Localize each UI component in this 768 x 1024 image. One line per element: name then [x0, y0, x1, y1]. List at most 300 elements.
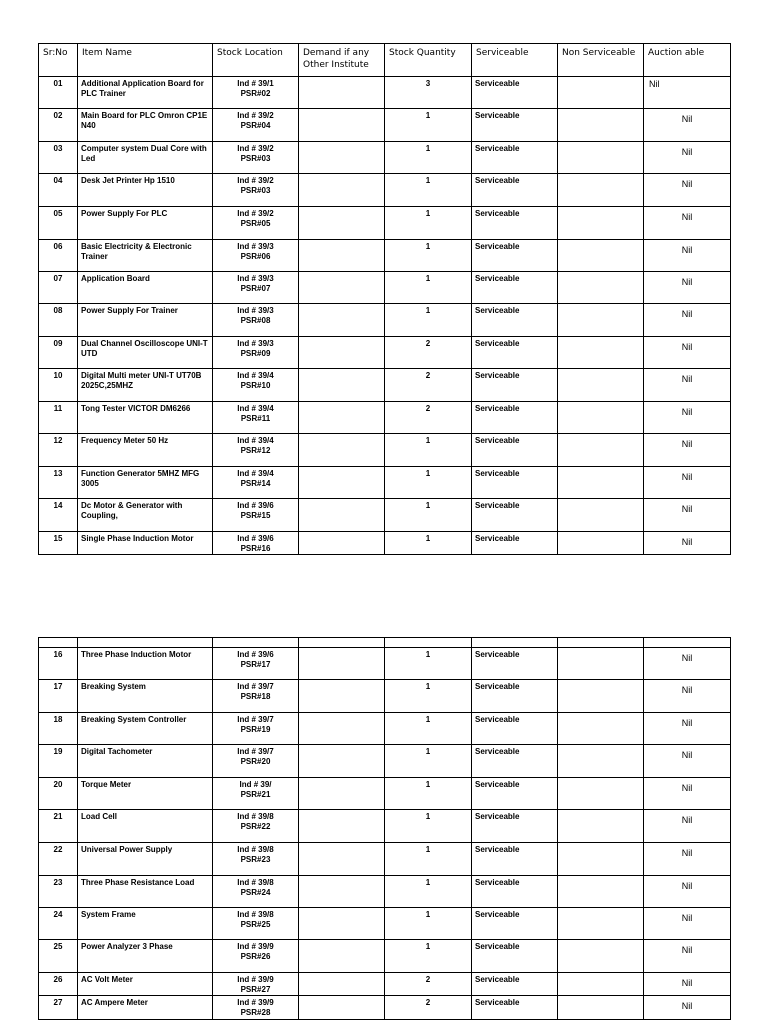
stock-quantity-cell: [385, 648, 472, 680]
non-serviceable-cell: [558, 876, 644, 908]
stock-quantity-cell-text: 1: [425, 682, 431, 691]
item-name-cell: [78, 996, 213, 1020]
stock-quantity-cell-text: 1: [425, 144, 431, 153]
item-name-cell: [78, 532, 213, 555]
serviceable-cell: [472, 272, 558, 304]
serviceable-cell-text: Serviceable: [475, 176, 520, 185]
non-serviceable-cell: [558, 240, 644, 272]
auction-able-cell-text: Nil: [681, 374, 693, 384]
stock-quantity-cell: [385, 240, 472, 272]
auction-able-cell-text: Nil: [681, 881, 693, 891]
auction-able-cell: [644, 648, 731, 680]
serviceable-cell: [472, 713, 558, 745]
demand-cell: [299, 778, 385, 810]
item-name-cell-text: Power Supply For Trainer: [81, 306, 178, 315]
item-name-cell-text: Power Supply For PLC: [81, 209, 168, 218]
serviceable-cell-text: Serviceable: [475, 339, 520, 348]
sr-no-cell-text: 02: [53, 111, 63, 120]
table-row: [39, 996, 731, 1020]
non-serviceable-cell: [558, 908, 644, 940]
stock-quantity-cell: [385, 499, 472, 532]
demand-cell: [299, 240, 385, 272]
item-name-cell-text: Main Board for PLC Omron CP1E N40: [81, 111, 208, 130]
auction-able-cell-text: Nil: [681, 718, 693, 728]
inventory-table-2: [38, 637, 731, 1020]
stock-location-cell-text: PSR#26: [240, 952, 271, 961]
stock-quantity-cell: [385, 434, 472, 467]
auction-able-cell: [644, 174, 731, 207]
stock-location-cell-text: Ind # 39/8: [237, 910, 274, 919]
stock-quantity-cell: [385, 174, 472, 207]
auction-able-cell: [644, 240, 731, 272]
sr-no-cell: [39, 908, 78, 940]
stock-location-cell-text: PSR#27: [240, 985, 271, 994]
stock-location-cell-text: Ind # 39/3: [237, 306, 274, 315]
serviceable-cell: [472, 109, 558, 142]
stock-location-cell-text: PSR#21: [240, 790, 271, 799]
item-name-cell-text: Digital Multi meter UNI-T UT70B 2025C,25MHZ: [81, 371, 202, 390]
stock-location-cell-text: Ind # 39/8: [237, 845, 274, 854]
sr-no-cell-text: 15: [53, 534, 63, 543]
non-serviceable-cell: [558, 337, 644, 369]
auction-able-cell-text: Nil: [681, 114, 693, 124]
stock-quantity-cell: [385, 272, 472, 304]
stock-location-cell-text: Ind # 39/2: [237, 209, 274, 218]
stock-quantity-cell-text: 1: [425, 878, 431, 887]
stock-location-cell-text: PSR#25: [240, 920, 271, 929]
item-name-cell-text: Function Generator 5MHZ MFG 3005: [81, 469, 200, 488]
stock-location-cell-text: Ind # 39/7: [237, 682, 274, 691]
stock-location-cell-text: PSR#14: [240, 479, 271, 488]
stock-location-cell-text: Ind # 39/9: [237, 975, 274, 984]
serviceable-cell-text: Serviceable: [475, 812, 520, 821]
item-name-cell: [78, 240, 213, 272]
stock-location-cell: [213, 142, 299, 174]
auction-able-cell: [644, 109, 731, 142]
stock-location-cell: [213, 745, 299, 778]
serviceable-cell: [472, 648, 558, 680]
serviceable-cell-text: Serviceable: [475, 501, 520, 510]
table-row: [39, 973, 731, 996]
auction-able-cell: [644, 843, 731, 876]
item-name-cell: [78, 337, 213, 369]
sr-no-cell-text: 18: [53, 715, 63, 724]
stock-quantity-cell: [385, 940, 472, 973]
stock-location-cell: [213, 77, 299, 109]
table-row: [39, 174, 731, 207]
serviceable-cell: [472, 940, 558, 973]
item-name-cell: [78, 77, 213, 109]
auction-able-cell-text: Nil: [681, 277, 693, 287]
item-name-cell-text: Additional Application Board for PLC Trainer: [81, 79, 204, 98]
sr-no-cell: [39, 876, 78, 908]
item-name-cell-text: Dual Channel Oscilloscope UNI-T UTD: [81, 339, 208, 358]
table-row: [39, 272, 731, 304]
demand-cell: [299, 713, 385, 745]
serviceable-cell-text: Serviceable: [475, 715, 520, 724]
auction-able-cell: [644, 207, 731, 240]
item-name-cell-text: System Frame: [81, 910, 136, 919]
auction-able-cell: [644, 337, 731, 369]
stock-quantity-cell: [385, 778, 472, 810]
auction-able-cell: [644, 467, 731, 499]
item-name-cell: [78, 713, 213, 745]
auction-able-cell-text: Nil: [681, 653, 693, 663]
item-name-cell: [78, 207, 213, 240]
table-row: [39, 467, 731, 499]
demand-cell: [299, 272, 385, 304]
stock-quantity-cell: [385, 142, 472, 174]
non-serviceable-cell: [558, 810, 644, 843]
item-name-cell-text: Dc Motor & Generator with Coupling,: [81, 501, 183, 520]
auction-able-cell: [644, 402, 731, 434]
stock-location-cell-text: Ind # 39/9: [237, 998, 274, 1007]
serviceable-cell: [472, 810, 558, 843]
sr-no-cell-text: 23: [53, 878, 63, 887]
auction-able-cell-text: Nil: [681, 945, 693, 955]
item-name-cell-text: Breaking System Controller: [81, 715, 187, 724]
stock-quantity-cell: [385, 680, 472, 713]
serviceable-cell-text: Serviceable: [475, 371, 520, 380]
stock-location-cell: [213, 434, 299, 467]
stock-quantity-cell-text: 1: [425, 501, 431, 510]
item-name-cell: [78, 402, 213, 434]
demand-cell: [299, 77, 385, 109]
header-auction-able: Auction able: [644, 44, 731, 77]
sr-no-cell: [39, 142, 78, 174]
serviceable-cell: [472, 843, 558, 876]
stock-location-cell-text: PSR#09: [240, 349, 271, 358]
item-name-cell-text: AC Volt Meter: [81, 975, 133, 984]
item-name-cell-text: Three Phase Resistance Load: [81, 878, 195, 887]
stock-location-cell-text: PSR#19: [240, 725, 271, 734]
demand-cell: [299, 369, 385, 402]
item-name-cell: [78, 434, 213, 467]
item-name-cell: [78, 174, 213, 207]
stock-location-cell: [213, 499, 299, 532]
item-name-cell: [78, 908, 213, 940]
sr-no-cell-text: 05: [53, 209, 63, 218]
stock-quantity-cell-text: 1: [425, 747, 431, 756]
table-row: [39, 680, 731, 713]
stock-quantity-cell-text: 1: [425, 111, 431, 120]
stock-location-cell: [213, 996, 299, 1020]
auction-able-cell: [644, 876, 731, 908]
stock-location-cell-text: Ind # 39/2: [237, 176, 274, 185]
serviceable-cell: [472, 402, 558, 434]
auction-able-cell: [644, 745, 731, 778]
non-serviceable-cell: [558, 940, 644, 973]
stock-location-cell-text: Ind # 39/1: [237, 79, 274, 88]
stock-location-cell: [213, 402, 299, 434]
demand-cell: [299, 304, 385, 337]
item-name-cell: [78, 467, 213, 499]
stock-location-cell: [213, 369, 299, 402]
auction-able-cell-text: Nil: [681, 309, 693, 319]
auction-able-cell: [644, 996, 731, 1020]
stock-quantity-cell: [385, 77, 472, 109]
stock-location-cell: [213, 713, 299, 745]
serviceable-cell: [472, 434, 558, 467]
stock-location-cell: [213, 648, 299, 680]
stock-quantity-cell: [385, 713, 472, 745]
serviceable-cell-text: Serviceable: [475, 650, 520, 659]
stock-quantity-cell: [385, 207, 472, 240]
table-header-row: [39, 44, 731, 77]
auction-able-cell: [644, 369, 731, 402]
table-row: [39, 940, 731, 973]
stock-location-cell-text: Ind # 39/4: [237, 371, 274, 380]
auction-able-cell-text: Nil: [681, 685, 693, 695]
demand-cell: [299, 499, 385, 532]
table-row: [39, 207, 731, 240]
table-row: [39, 532, 731, 555]
stock-quantity-cell: [385, 876, 472, 908]
auction-able-cell: [644, 304, 731, 337]
stock-location-cell: [213, 810, 299, 843]
sr-no-cell-text: 03: [53, 144, 63, 153]
sr-no-cell-text: 11: [53, 404, 63, 413]
stock-quantity-cell-text: 1: [425, 715, 431, 724]
demand-cell: [299, 908, 385, 940]
stock-quantity-cell-text: 1: [425, 650, 431, 659]
stock-location-cell-text: PSR#08: [240, 316, 271, 325]
stock-quantity-cell: [385, 369, 472, 402]
serviceable-cell-text: Serviceable: [475, 975, 520, 984]
item-name-cell-text: Three Phase Induction Motor: [81, 650, 192, 659]
table-row: [39, 778, 731, 810]
serviceable-cell-text: Serviceable: [475, 534, 520, 543]
item-name-cell-text: Single Phase Induction Motor: [81, 534, 194, 543]
item-name-cell-text: Digital Tachometer: [81, 747, 153, 756]
stock-location-cell-text: PSR#03: [240, 154, 271, 163]
table-row: [39, 499, 731, 532]
header-demand: Demand if any Other Institute: [299, 44, 385, 77]
sr-no-cell: [39, 434, 78, 467]
stock-location-cell-text: Ind # 39/8: [237, 812, 274, 821]
serviceable-cell: [472, 174, 558, 207]
stock-location-cell-text: Ind # 39/3: [237, 339, 274, 348]
stock-location-cell-text: Ind # 39/7: [237, 747, 274, 756]
stock-location-cell-text: Ind # 39/4: [237, 436, 274, 445]
sr-no-cell-text: 14: [53, 501, 63, 510]
sr-no-cell-text: 07: [53, 274, 63, 283]
demand-cell: [299, 434, 385, 467]
stock-quantity-cell: [385, 843, 472, 876]
serviceable-cell-text: Serviceable: [475, 469, 520, 478]
serviceable-cell: [472, 240, 558, 272]
stock-location-cell: [213, 272, 299, 304]
stock-quantity-cell-text: 2: [425, 404, 431, 413]
stock-quantity-cell-text: 3: [425, 79, 431, 88]
demand-cell: [299, 207, 385, 240]
table-row: [39, 304, 731, 337]
item-name-cell: [78, 272, 213, 304]
stock-quantity-cell-text: 1: [425, 306, 431, 315]
stock-location-cell-text: PSR#03: [240, 186, 271, 195]
non-serviceable-cell: [558, 467, 644, 499]
item-name-cell-text: AC Ampere Meter: [81, 998, 148, 1007]
table-row: [39, 434, 731, 467]
stock-location-cell-text: Ind # 39/3: [237, 274, 274, 283]
stock-quantity-cell-text: 1: [425, 242, 431, 251]
sr-no-cell: [39, 532, 78, 555]
auction-able-cell-text: Nil: [681, 848, 693, 858]
sr-no-cell: [39, 745, 78, 778]
item-name-cell: [78, 499, 213, 532]
non-serviceable-cell: [558, 648, 644, 680]
sr-no-cell: [39, 207, 78, 240]
stock-location-cell-text: PSR#23: [240, 855, 271, 864]
auction-able-cell-text: Nil: [681, 439, 693, 449]
auction-able-cell-text: Nil: [649, 79, 660, 89]
table-row: [39, 142, 731, 174]
item-name-cell: [78, 369, 213, 402]
item-name-cell: [78, 745, 213, 778]
auction-able-cell-text: Nil: [681, 212, 693, 222]
serviceable-cell-text: Serviceable: [475, 306, 520, 315]
table-2-body: [39, 638, 731, 1020]
auction-able-cell-text: Nil: [681, 179, 693, 189]
stock-location-cell-text: Ind # 39/8: [237, 878, 274, 887]
table-row: [39, 402, 731, 434]
serviceable-cell-text: Serviceable: [475, 242, 520, 251]
stock-location-cell-text: Ind # 39/2: [237, 144, 274, 153]
auction-able-cell: [644, 532, 731, 555]
auction-able-cell-text: Nil: [681, 245, 693, 255]
header-serviceable: Serviceable: [472, 44, 558, 77]
stock-quantity-cell-text: 1: [425, 274, 431, 283]
stock-location-cell-text: Ind # 39/: [239, 780, 272, 789]
stock-quantity-cell: [385, 745, 472, 778]
item-name-cell-text: Tong Tester VICTOR DM6266: [81, 404, 191, 413]
table-1-body: [39, 77, 731, 555]
non-serviceable-cell: [558, 499, 644, 532]
serviceable-cell-text: Serviceable: [475, 747, 520, 756]
non-serviceable-cell: [558, 77, 644, 109]
stock-location-cell-text: PSR#20: [240, 757, 271, 766]
non-serviceable-cell: [558, 369, 644, 402]
auction-able-cell-text: Nil: [681, 815, 693, 825]
auction-able-cell-text: Nil: [681, 783, 693, 793]
sr-no-cell: [39, 337, 78, 369]
serviceable-cell: [472, 996, 558, 1020]
stock-quantity-cell-text: 1: [425, 780, 431, 789]
stock-quantity-cell-text: 2: [425, 998, 431, 1007]
stock-location-cell-text: PSR#16: [240, 544, 271, 553]
non-serviceable-cell: [558, 680, 644, 713]
item-name-cell-text: Computer system Dual Core with Led: [81, 144, 207, 163]
sr-no-cell-text: 27: [53, 998, 63, 1007]
serviceable-cell-text: Serviceable: [475, 780, 520, 789]
stock-quantity-cell: [385, 973, 472, 996]
stock-location-cell-text: Ind # 39/9: [237, 942, 274, 951]
sr-no-cell-text: 25: [53, 942, 63, 951]
serviceable-cell-text: Serviceable: [475, 910, 520, 919]
sr-no-cell-text: 10: [53, 371, 63, 380]
demand-cell: [299, 680, 385, 713]
item-name-cell: [78, 304, 213, 337]
sr-no-cell: [39, 713, 78, 745]
sr-no-cell: [39, 174, 78, 207]
auction-able-cell: [644, 77, 731, 109]
stock-location-cell: [213, 680, 299, 713]
sr-no-cell-text: 20: [53, 780, 63, 789]
item-name-cell-text: Breaking System: [81, 682, 146, 691]
demand-cell: [299, 996, 385, 1020]
sr-no-cell: [39, 240, 78, 272]
stock-quantity-cell-text: 1: [425, 812, 431, 821]
sr-no-cell-text: 19: [53, 747, 63, 756]
header-item-name: Item Name: [78, 44, 213, 77]
stock-location-cell: [213, 778, 299, 810]
stock-location-cell-text: Ind # 39/3: [237, 242, 274, 251]
stock-quantity-cell-text: 1: [425, 942, 431, 951]
header-sr-no: Sr:No: [39, 44, 78, 77]
item-name-cell-text: Power Analyzer 3 Phase: [81, 942, 173, 951]
sr-no-cell-text: 12: [53, 436, 63, 445]
stock-location-cell: [213, 109, 299, 142]
sr-no-cell: [39, 996, 78, 1020]
sr-no-cell: [39, 940, 78, 973]
stock-quantity-cell-text: 1: [425, 910, 431, 919]
demand-cell: [299, 532, 385, 555]
stock-location-cell-text: PSR#24: [240, 888, 271, 897]
sr-no-cell: [39, 77, 78, 109]
stock-location-cell-text: PSR#05: [240, 219, 271, 228]
auction-able-cell-text: Nil: [681, 913, 693, 923]
stock-location-cell-text: PSR#07: [240, 284, 271, 293]
serviceable-cell-text: Serviceable: [475, 111, 520, 120]
stock-quantity-cell-text: 1: [425, 469, 431, 478]
serviceable-cell-text: Serviceable: [475, 998, 520, 1007]
non-serviceable-cell: [558, 207, 644, 240]
non-serviceable-cell: [558, 843, 644, 876]
sr-no-cell-text: 21: [53, 812, 63, 821]
stock-quantity-cell: [385, 908, 472, 940]
serviceable-cell: [472, 778, 558, 810]
demand-cell: [299, 109, 385, 142]
non-serviceable-cell: [558, 174, 644, 207]
stock-location-cell-text: PSR#10: [240, 381, 271, 390]
sr-no-cell: [39, 499, 78, 532]
item-name-cell: [78, 648, 213, 680]
non-serviceable-cell: [558, 778, 644, 810]
sr-no-cell: [39, 843, 78, 876]
serviceable-cell: [472, 77, 558, 109]
auction-able-cell: [644, 434, 731, 467]
demand-cell: [299, 876, 385, 908]
stock-quantity-cell: [385, 109, 472, 142]
auction-able-cell: [644, 908, 731, 940]
stock-quantity-cell: [385, 996, 472, 1020]
stock-quantity-cell-text: 1: [425, 845, 431, 854]
item-name-cell: [78, 109, 213, 142]
item-name-cell-text: Frequency Meter 50 Hz: [81, 436, 169, 445]
item-name-cell: [78, 778, 213, 810]
auction-able-cell: [644, 973, 731, 996]
serviceable-cell-text: Serviceable: [475, 274, 520, 283]
sr-no-cell: [39, 680, 78, 713]
stock-location-cell-text: PSR#17: [240, 660, 271, 669]
demand-cell: [299, 648, 385, 680]
stock-quantity-cell-text: 2: [425, 975, 431, 984]
auction-able-cell: [644, 810, 731, 843]
demand-cell: [299, 843, 385, 876]
auction-able-cell: [644, 499, 731, 532]
serviceable-cell: [472, 745, 558, 778]
auction-able-cell-text: Nil: [681, 1001, 693, 1011]
